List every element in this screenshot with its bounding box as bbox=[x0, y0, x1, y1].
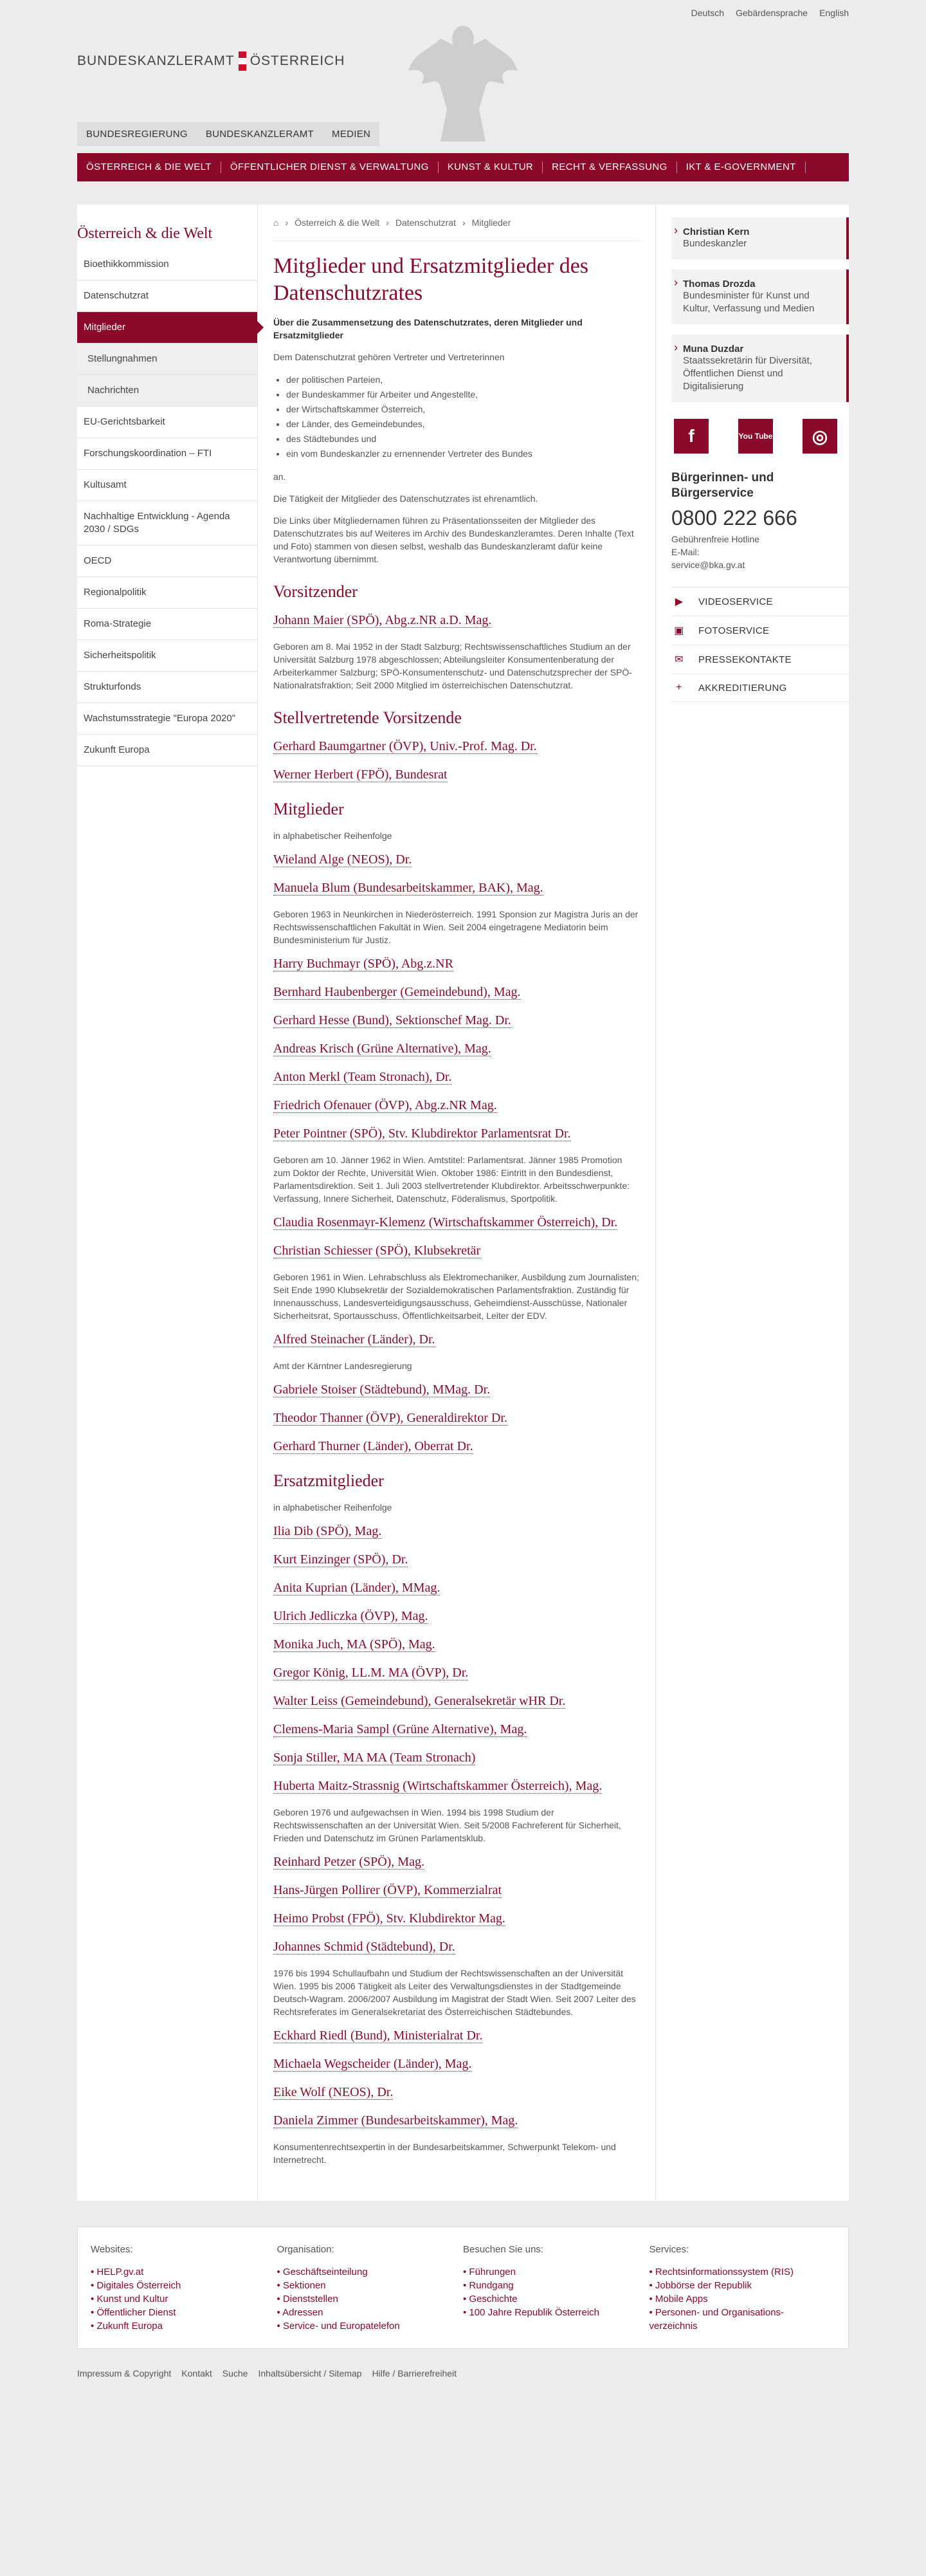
site-logo[interactable] bbox=[77, 51, 345, 71]
government-member-card[interactable] bbox=[671, 217, 849, 259]
member-name: Bernhard Haubenberger (Gemeindebund), Mag. bbox=[273, 985, 521, 999]
representatives-list bbox=[286, 373, 640, 461]
member-name: Clemens-Maria Sampl (Grüne Alternative), Mag. bbox=[273, 1722, 527, 1736]
member-link[interactable] bbox=[273, 1069, 640, 1085]
member-link[interactable] bbox=[273, 1214, 640, 1231]
list-item: • des Städtebundes und bbox=[286, 432, 640, 446]
member-name: Eckhard Riedl (Bund), Ministerialrat Dr. bbox=[273, 2029, 483, 2043]
member-name: Claudia Rosenmayr-Klemenz (Wirtschaftskammer Österreich), Dr. bbox=[273, 1215, 618, 1229]
member-name: Gabriele Stoiser (Städtebund), MMag. Dr. bbox=[273, 1383, 491, 1397]
member-name: Gerhard Hesse (Bund), Sektionschef Mag. Dr. bbox=[273, 1013, 511, 1027]
member-name: Heimo Probst (FPÖ), Stv. Klubdirektor Mag. bbox=[273, 1911, 505, 1926]
hotline-label: Gebührenfreie Hotline bbox=[671, 534, 759, 544]
lang-german-link[interactable]: Deutsch bbox=[691, 8, 724, 18]
mainnav-ikt-egovernment[interactable]: IKT & E-GOVERNMENT bbox=[677, 161, 806, 173]
member-name: Wieland Alge (NEOS), Dr. bbox=[273, 852, 412, 867]
metanav-medien[interactable]: MEDIEN bbox=[332, 129, 371, 140]
member-name: Anita Kuprian (Länder), MMag. bbox=[273, 1581, 440, 1595]
member-sections bbox=[273, 582, 640, 2166]
mainnav-oesterreich-welt[interactable]: ÖSTERREICH & DIE WELT bbox=[77, 161, 221, 173]
an-text: an. bbox=[273, 472, 286, 482]
member-link[interactable] bbox=[273, 1125, 640, 1142]
footer-link[interactable]: • Geschichte bbox=[463, 2292, 643, 2306]
hotline-title: Bürgerinnen- und Bürgerservice bbox=[671, 471, 774, 500]
eagle-coat-of-arms-icon bbox=[402, 13, 524, 154]
lang-sign-language-link[interactable]: Gebärdensprache bbox=[736, 8, 808, 18]
member-link[interactable] bbox=[273, 1608, 640, 1624]
member-link[interactable] bbox=[273, 1523, 640, 1540]
email-link[interactable]: service@bka.gv.at bbox=[671, 560, 745, 570]
footer-link[interactable]: • Kunst und Kultur bbox=[91, 2292, 271, 2306]
metanav-bundeskanzleramt[interactable]: BUNDESKANZLERAMT bbox=[205, 129, 314, 140]
photo-icon: ▣ bbox=[674, 625, 684, 636]
sidebar-item[interactable]: Zukunft Europa bbox=[77, 735, 257, 766]
member-link[interactable] bbox=[273, 984, 640, 1000]
member-name: Werner Herbert (FPÖ), Bundesrat bbox=[273, 768, 448, 782]
sidebar-item[interactable]: Sicherheitspolitik bbox=[77, 640, 257, 672]
service-links bbox=[671, 587, 849, 702]
intro-text: Dem Datenschutzrat gehören Vertreter und Vertreterinnen bbox=[273, 352, 505, 362]
member-name: Michaela Wegscheider (Länder), Mag. bbox=[273, 2057, 472, 2071]
member-link[interactable] bbox=[273, 766, 640, 783]
footer-link[interactable]: • Zukunft Europa bbox=[91, 2319, 271, 2333]
service-link[interactable] bbox=[671, 587, 849, 616]
sidebar-item[interactable]: Wachstumsstrategie "Europa 2020" bbox=[77, 703, 257, 735]
section-heading: Vorsitzender bbox=[273, 582, 358, 601]
main-navigation bbox=[77, 153, 849, 181]
links-disclaimer: Die Links über Mitgliedernamen führen zu Präsentationsseiten der Mitglieder des Datenschutzrates bis auf Weiteres im Archiv des Bundeskanzleramtes. Deren Inhalte (Text und Foto) stammen von diesen selbst, weshalb das Bundeskanzleramt dafür keine Verantwortung übernimmt. bbox=[273, 515, 634, 564]
footer-link[interactable]: • Adressen bbox=[277, 2306, 457, 2319]
member-link[interactable] bbox=[273, 1579, 640, 1596]
member-name: Gerhard Baumgartner (ÖVP), Univ.-Prof. Mag. Dr. bbox=[273, 739, 537, 753]
sidebar-navigation bbox=[77, 249, 257, 766]
footer-link[interactable]: • Öffentlicher Dienst bbox=[91, 2306, 271, 2319]
service-link[interactable] bbox=[671, 616, 849, 645]
footer-link[interactable]: • Dienststellen bbox=[277, 2292, 457, 2306]
metanav-bundesregierung[interactable]: BUNDESREGIERUNG bbox=[86, 129, 188, 140]
member-link[interactable] bbox=[273, 1938, 640, 1955]
member-name: Daniela Zimmer (Bundesarbeitskammer), Mag. bbox=[273, 2113, 518, 2128]
email-label: E-Mail: bbox=[671, 547, 700, 557]
member-name: Ulrich Jedliczka (ÖVP), Mag. bbox=[273, 1609, 428, 1623]
facebook-icon[interactable]: f bbox=[674, 419, 709, 454]
austria-flag-icon bbox=[239, 51, 246, 71]
right-sidebar bbox=[656, 205, 849, 2201]
member-name: Manuela Blum (Bundesarbeitskammer, BAK), Mag. bbox=[273, 881, 543, 895]
sidebar-item[interactable]: Datenschutzrat bbox=[77, 281, 257, 312]
footer-link[interactable]: • Service- und Europatelefon bbox=[277, 2319, 457, 2333]
member-link[interactable] bbox=[273, 1910, 640, 1927]
service-label: VIDEOSERVICE bbox=[698, 596, 773, 607]
member-name: Gregor König, LL.M. MA (ÖVP), Dr. bbox=[273, 1666, 469, 1680]
member-name: Gerhard Thurner (Länder), Oberrat Dr. bbox=[273, 1439, 473, 1453]
footer-link[interactable]: • Personen- und Organisations-verzeichnis bbox=[649, 2306, 830, 2333]
accreditation-icon: + bbox=[676, 682, 682, 693]
youtube-icon[interactable]: You Tube bbox=[738, 419, 773, 454]
service-link[interactable] bbox=[671, 674, 849, 702]
member-name: Andreas Krisch (Grüne Alternative), Mag. bbox=[273, 1042, 491, 1056]
content-area bbox=[77, 205, 849, 2201]
government-member-card[interactable] bbox=[671, 335, 849, 402]
sidebar-item[interactable]: Stellungnahmen bbox=[77, 344, 257, 375]
member-link[interactable] bbox=[273, 1882, 640, 1899]
member-link[interactable] bbox=[273, 1097, 640, 1114]
list-item: • der Länder, des Gemeindebundes, bbox=[286, 417, 640, 432]
member-link[interactable] bbox=[273, 1749, 640, 1766]
site-header bbox=[77, 26, 849, 140]
government-cards bbox=[671, 217, 849, 402]
member-link[interactable] bbox=[273, 2112, 640, 2129]
footer-column bbox=[277, 2244, 464, 2333]
breadcrumb-item[interactable]: Österreich & die Welt bbox=[295, 217, 380, 228]
member-link[interactable] bbox=[273, 1551, 640, 1568]
footer-column-title: Organisation: bbox=[277, 2244, 334, 2255]
sidebar-item[interactable]: Nachhaltige Entwicklung - Agenda 2030 / SDGs bbox=[77, 501, 257, 546]
member-link[interactable] bbox=[273, 1721, 640, 1738]
member-name: Walter Leiss (Gemeindebund), Generalsekretär wHR Dr. bbox=[273, 1694, 566, 1708]
section-heading: Ersatzmitglieder bbox=[273, 1471, 384, 1490]
logo-text-left: BUNDESKANZLERAMT bbox=[77, 53, 235, 68]
member-link[interactable] bbox=[273, 1331, 640, 1348]
mainnav-recht-verfassung[interactable]: RECHT & VERFASSUNG bbox=[543, 161, 676, 173]
logo-text-right: ÖSTERREICH bbox=[250, 53, 345, 68]
sidebar-item[interactable]: Roma-Strategie bbox=[77, 609, 257, 640]
member-description: 1976 bis 1994 Schullaufbahn und Studium der Rechtswissenschaften an der Universität Wien. 1995 bis 2006 Tätigkeit als Leiter des Verwaltungsdienstes in der Stadtgemeinde Deutsch-Wagram. 2006/2007 Ausbildung im Magistrat der Stadt Wien. Seit 2007 Leiter des Rechtsreferates im Generalsekretariat des Österreichischen Städtebundes. bbox=[273, 1968, 636, 2017]
footer-link[interactable]: • HELP.gv.at bbox=[91, 2265, 271, 2279]
sidebar-item[interactable]: Kultusamt bbox=[77, 470, 257, 501]
social-links bbox=[674, 419, 849, 454]
member-link[interactable] bbox=[273, 2056, 640, 2072]
member-link[interactable] bbox=[273, 738, 640, 755]
member-name: Ilia Dib (SPÖ), Mag. bbox=[273, 1524, 382, 1538]
mainnav-oeffentlicher-dienst[interactable]: ÖFFENTLICHER DIENST & VERWALTUNG bbox=[221, 161, 439, 173]
section-heading: Stellvertretende Vorsitzende bbox=[273, 708, 462, 727]
citizen-service bbox=[671, 470, 849, 571]
sidebar-item[interactable]: Regionalpolitik bbox=[77, 577, 257, 609]
member-description: Geboren 1961 in Wien. Lehrabschluss als Elektromechaniker, Ausbildung zum Journalisten; Seit Ende 1990 Klubsekretär der Sozialdemokratischen Parlamentsfraktion. Zuständig für Innenausschuss, Landesverteidigungsausschuss, Geheimdienst-Ausschüsse, Nationaler Sicherheitsrat, Sportausschuss, Öffentlichkeitsarbeit, Leiter der EDV. bbox=[273, 1272, 639, 1321]
section-note: in alphabetischer Reihenfolge bbox=[273, 831, 392, 841]
footer-link[interactable]: • Jobbörse der Republik bbox=[649, 2279, 830, 2292]
footer-column-title: Services: bbox=[649, 2244, 689, 2255]
sidebar-item[interactable]: EU-Gerichtsbarkeit bbox=[77, 407, 257, 438]
sidebar-item[interactable]: Forschungskoordination – FTI bbox=[77, 438, 257, 470]
member-name: Reinhard Petzer (SPÖ), Mag. bbox=[273, 1855, 424, 1869]
member-link[interactable] bbox=[273, 851, 640, 868]
member-link[interactable] bbox=[273, 1854, 640, 1870]
list-item: • der politischen Parteien, bbox=[286, 373, 640, 387]
member-name: Alfred Steinacher (Länder), Dr. bbox=[273, 1332, 435, 1347]
footer-bottom-links bbox=[77, 2349, 849, 2400]
footer bbox=[77, 2227, 849, 2349]
meta-navigation bbox=[77, 122, 379, 146]
member-name: Peter Pointner (SPÖ), Stv. Klubdirektor Parlamentsrat Dr. bbox=[273, 1127, 571, 1141]
sidebar-title: Österreich & die Welt bbox=[77, 225, 213, 242]
instagram-icon[interactable]: ◎ bbox=[803, 419, 837, 454]
bottom-link[interactable]: Suche bbox=[222, 2368, 248, 2378]
card-name: › Muna Duzdar bbox=[683, 344, 744, 354]
member-link[interactable] bbox=[273, 1242, 640, 1259]
section-heading: Mitglieder bbox=[273, 800, 344, 818]
footer-column bbox=[463, 2244, 649, 2333]
bottom-link[interactable]: Hilfe / Barrierefreiheit bbox=[372, 2368, 457, 2378]
list-item: • der Wirtschaftskammer Österreich, bbox=[286, 402, 640, 417]
government-member-card[interactable] bbox=[671, 270, 849, 324]
lang-english-link[interactable]: English bbox=[819, 8, 849, 18]
footer-link[interactable]: • Rechtsinformationssystem (RIS) bbox=[649, 2265, 830, 2279]
member-link[interactable] bbox=[273, 1693, 640, 1709]
sidebar-item[interactable]: OECD bbox=[77, 546, 257, 577]
hotline-number[interactable]: 0800 222 666 bbox=[671, 506, 797, 529]
member-link[interactable] bbox=[273, 1778, 640, 1794]
sidebar-item[interactable]: Mitglieder bbox=[77, 312, 257, 344]
card-name: › Christian Kern bbox=[683, 226, 750, 237]
bottom-link[interactable]: Inhaltsübersicht / Sitemap bbox=[258, 2368, 362, 2378]
member-link[interactable] bbox=[273, 1438, 640, 1455]
list-item: • ein vom Bundeskanzler zu ernennender Vertreter des Bundes bbox=[286, 446, 640, 461]
member-name: Eike Wolf (NEOS), Dr. bbox=[273, 2085, 394, 2099]
left-sidebar bbox=[77, 205, 257, 2201]
member-description: Amt der Kärntner Landesregierung bbox=[273, 1361, 412, 1371]
breadcrumb-current: Mitglieder bbox=[471, 217, 511, 228]
member-link[interactable] bbox=[273, 955, 640, 972]
member-link[interactable] bbox=[273, 1636, 640, 1653]
footer-column-title: Websites: bbox=[91, 2244, 133, 2255]
member-description: Geboren 1963 in Neunkirchen in Niederösterreich. 1991 Sponsion zur Magistra Juris an der Rechtswissenschaftlichen Fakultät in Wien. Seit 2004 eingetragene Mediatorin beim Bundesministerium für Justiz. bbox=[273, 909, 639, 945]
footer-link[interactable]: • 100 Jahre Republik Österreich bbox=[463, 2306, 643, 2319]
sidebar-item[interactable]: Strukturfonds bbox=[77, 672, 257, 703]
member-link[interactable] bbox=[273, 1012, 640, 1029]
member-name: Harry Buchmayr (SPÖ), Abg.z.NR bbox=[273, 957, 453, 971]
member-name: Anton Merkl (Team Stronach), Dr. bbox=[273, 1070, 452, 1084]
member-link[interactable] bbox=[273, 1410, 640, 1426]
member-link[interactable] bbox=[273, 879, 640, 896]
member-link[interactable] bbox=[273, 612, 640, 629]
footer-link[interactable]: • Rundgang bbox=[463, 2279, 643, 2292]
mail-icon: ✉ bbox=[675, 654, 684, 665]
member-name: Kurt Einzinger (SPÖ), Dr. bbox=[273, 1552, 408, 1567]
member-name: Friedrich Ofenauer (ÖVP), Abg.z.NR Mag. bbox=[273, 1098, 497, 1112]
bottom-link[interactable]: Kontakt bbox=[181, 2368, 212, 2378]
breadcrumb-item[interactable]: Datenschutzrat bbox=[395, 217, 456, 228]
member-name: Johannes Schmid (Städtebund), Dr. bbox=[273, 1940, 455, 1954]
member-link[interactable] bbox=[273, 2027, 640, 2044]
footer-link[interactable]: • Sektionen bbox=[277, 2279, 457, 2292]
bottom-link[interactable]: Impressum & Copyright bbox=[77, 2368, 172, 2378]
footer-link[interactable]: • Geschäftseinteilung bbox=[277, 2265, 457, 2279]
member-description: Geboren am 8. Mai 1952 in der Stadt Salzburg; Rechtswissenschaftliches Studium an der Universität Salzburg 1978 abgeschlossen; Abteilungsleiter Konsumentenberatung der Arbeiterkammer Salzburg; SPÖ-Konsumentenschutz- und Datenschutzsprecher der SPÖ-Nationalratsfraktion; Seit 2000 Mitglied im österreichischen Datenschutzrat. bbox=[273, 641, 632, 690]
member-link[interactable] bbox=[273, 1381, 640, 1398]
footer-column bbox=[649, 2244, 836, 2333]
honorary-text: Die Tätigkeit der Mitglieder des Datenschutzrates ist ehrenamtlich. bbox=[273, 493, 538, 504]
page-title: Mitglieder und Ersatzmitglieder des Datenschutzrates bbox=[273, 254, 589, 305]
sidebar-item[interactable]: Nachrichten bbox=[77, 375, 257, 407]
member-name: Johann Maier (SPÖ), Abg.z.NR a.D. Mag. bbox=[273, 613, 492, 627]
member-description: Geboren am 10. Jänner 1962 in Wien. Amtstitel: Parlamentsrat. Jänner 1985 Promotion zum Doktor der Rechte, Universität Wien. Oktober 1986: Eintritt in den Bundesdienst, Parlamentsdirektion. Seit 1. Juli 2003 stellvertretender Klubdirektor. Arbeitsschwerpunkte: Verfassung, Innere Sicherheit, Datenschutz, Föderalismus, Sportpolitik. bbox=[273, 1155, 630, 1204]
member-link[interactable] bbox=[273, 1040, 640, 1057]
footer-column-title: Besuchen Sie uns: bbox=[463, 2244, 544, 2255]
member-name: Monika Juch, MA (SPÖ), Mag. bbox=[273, 1637, 435, 1651]
list-item: • der Bundeskammer für Arbeiter und Angestellte, bbox=[286, 387, 640, 402]
lead-text: Über die Zusammensetzung des Datenschutzrates, deren Mitglieder und Ersatzmitglieder bbox=[273, 317, 583, 340]
service-label: PRESSEKONTAKTE bbox=[698, 654, 792, 665]
main-content bbox=[257, 205, 656, 2201]
footer-column bbox=[91, 2244, 277, 2333]
service-label: AKKREDITIERUNG bbox=[698, 682, 787, 694]
section-note: in alphabetischer Reihenfolge bbox=[273, 1502, 392, 1513]
card-role: Bundesminister für Kunst und Kultur, Verfassung und Medien bbox=[683, 290, 815, 314]
member-description: Geboren 1976 und aufgewachsen in Wien. 1994 bis 1998 Studium der Rechtswissenschaften an der Universität Wien. Seit 5/2008 Fachreferent für Sicherheit, Frieden und Datenschutz im Grünen Parlamentsklub. bbox=[273, 1807, 621, 1843]
mainnav-kunst-kultur[interactable]: KUNST & KULTUR bbox=[439, 161, 543, 173]
footer-link[interactable]: • Mobile Apps bbox=[649, 2292, 830, 2306]
member-name: Hans-Jürgen Pollirer (ÖVP), Kommerzialrat bbox=[273, 1883, 502, 1897]
video-icon: ▶ bbox=[675, 596, 684, 607]
home-icon[interactable]: ⌂ bbox=[273, 217, 279, 228]
footer-link[interactable]: • Digitales Österreich bbox=[91, 2279, 271, 2292]
service-link[interactable] bbox=[671, 645, 849, 674]
member-name: Theodor Thanner (ÖVP), Generaldirektor Dr. bbox=[273, 1411, 507, 1425]
service-label: FOTOSERVICE bbox=[698, 625, 770, 636]
sidebar-item[interactable]: Bioethikkommission bbox=[77, 249, 257, 281]
member-description: Konsumentenrechtsexpertin in der Bundesarbeitskammer, Schwerpunkt Telekom- und Internetrecht. bbox=[273, 2142, 616, 2165]
member-name: Christian Schiesser (SPÖ), Klubsekretär bbox=[273, 1244, 481, 1258]
card-role: Bundeskanzler bbox=[683, 238, 747, 249]
footer-link[interactable]: • Führungen bbox=[463, 2265, 643, 2279]
member-link[interactable] bbox=[273, 2084, 640, 2101]
member-name: Sonja Stiller, MA MA (Team Stronach) bbox=[273, 1751, 476, 1765]
breadcrumb: ⌂ › Österreich & die Welt › Datenschutzrat › Mitglieder bbox=[273, 217, 640, 241]
member-link[interactable] bbox=[273, 1664, 640, 1681]
card-name: › Thomas Drozda bbox=[683, 279, 756, 290]
member-name: Huberta Maitz-Strassnig (Wirtschaftskammer Österreich), Mag. bbox=[273, 1779, 603, 1793]
card-role: Staatssekretärin für Diversität, Öffentlichen Dienst und Digitalisierung bbox=[683, 355, 812, 392]
